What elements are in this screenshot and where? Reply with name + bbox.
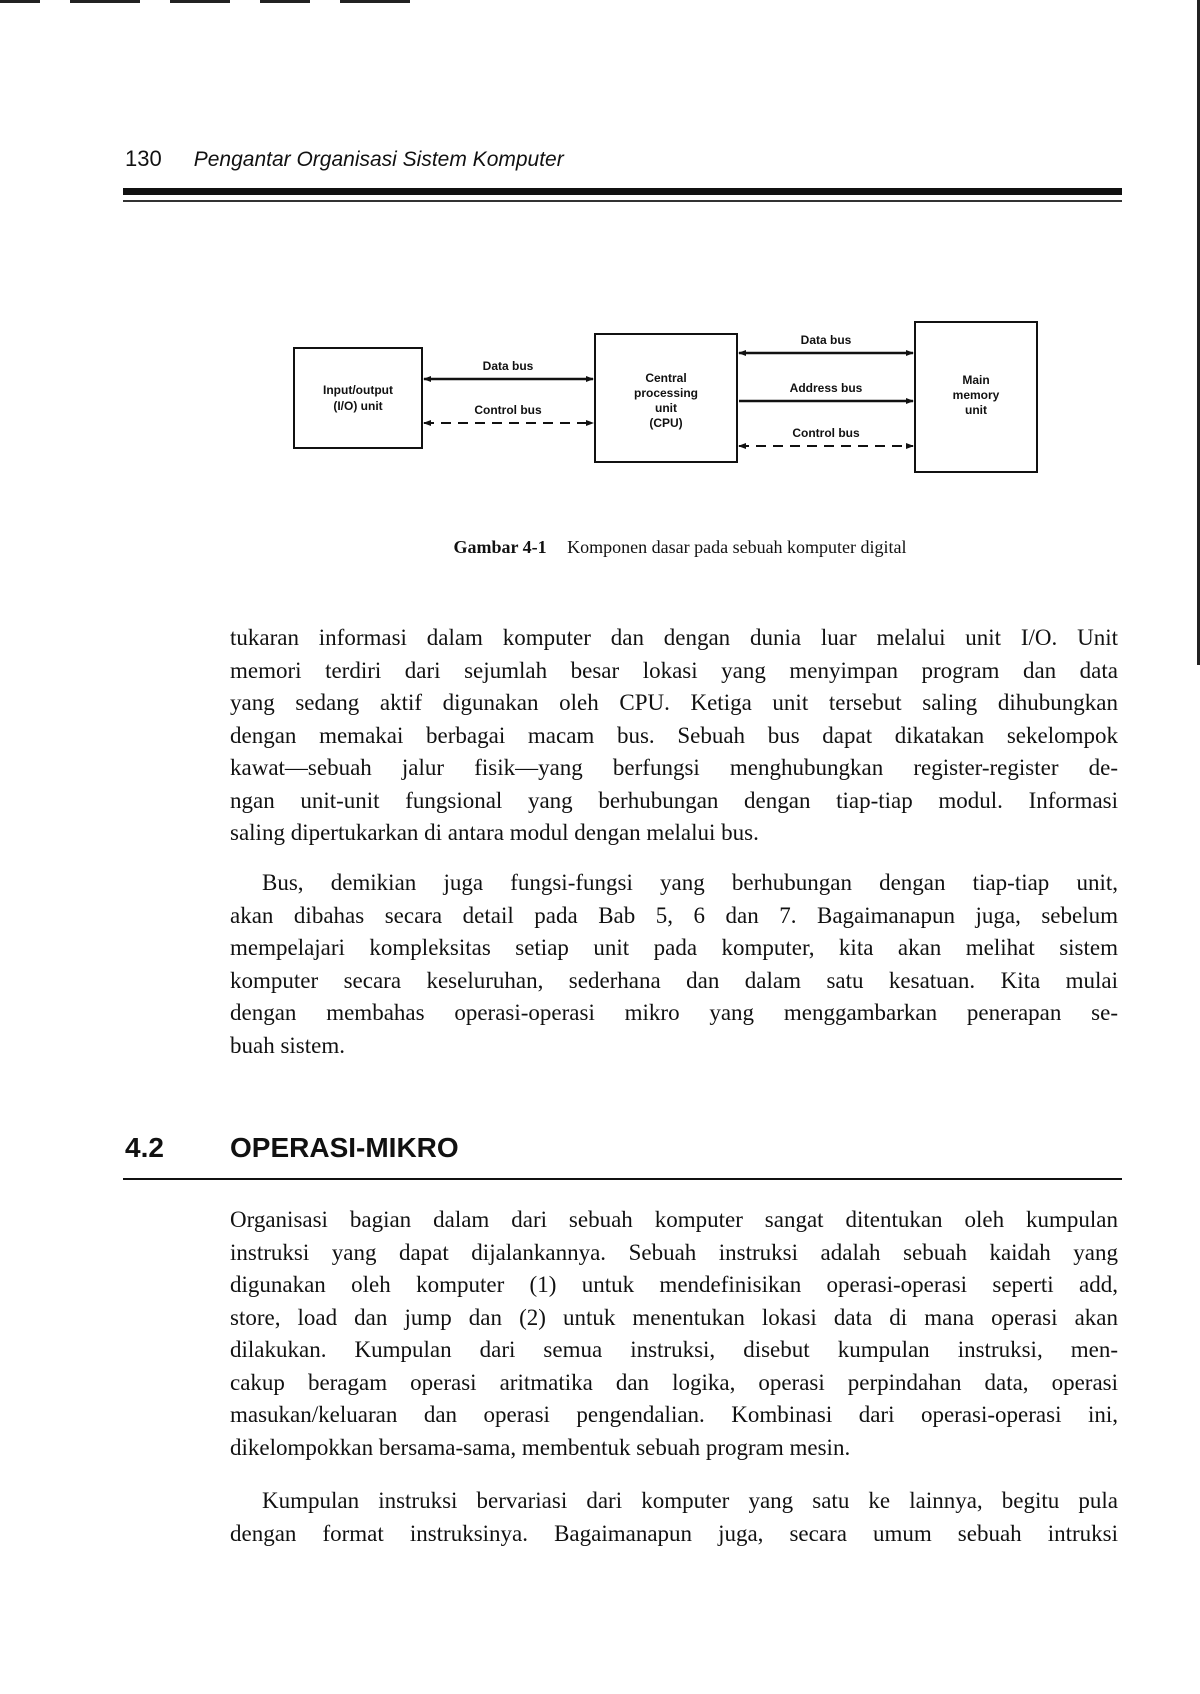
io-control-bus-label: Control bus	[474, 403, 542, 417]
computer-components-diagram	[280, 310, 1050, 490]
scan-artifact-top	[0, 0, 430, 8]
paragraph-line: buah sistem.	[230, 1032, 345, 1058]
memory-control-bus-label: Control bus	[792, 426, 860, 440]
paragraph-line: komputer secara keseluruhan, sederhana dan dalam satu kesatuan. Kita mulai	[230, 967, 1118, 993]
paragraph-line: dengan membahas operasi-operasi mikro yang menggambarkan penerapan se-	[230, 1000, 1118, 1025]
address-bus-label: Address bus	[789, 381, 863, 395]
paragraph-line: tukaran informasi dalam komputer dan dengan dunia luar melalui unit I/O. Unit	[230, 625, 1118, 650]
page-header	[125, 146, 1125, 176]
memory-label-3: unit	[965, 403, 987, 417]
memory-label-2: memory	[952, 388, 1000, 402]
paragraph-line: masukan/keluaran dan operasi pengendalian. Kombinasi dari operasi-operasi ini,	[230, 1402, 1118, 1427]
paragraph-line: Bus, demikian juga fungsi-fungsi yang berhubungan dengan tiap-tiap unit,	[262, 870, 1118, 895]
section-number: 4.2	[125, 1132, 164, 1163]
paragraph-line: instruksi yang dapat dijalankannya. Sebuah instruksi adalah sebuah kaidah yang	[230, 1239, 1118, 1265]
paragraph-line: dilakukan. Kumpulan dari semua instruksi, disebut kumpulan instruksi, men-	[230, 1337, 1118, 1362]
io-unit-label-1: Input/output	[323, 383, 393, 397]
paragraph-line: ngan unit-unit fungsional yang berhubungan dengan tiap-tiap modul. Informasi	[230, 787, 1118, 813]
io-unit-label-2: (I/O) unit	[333, 399, 383, 413]
paragraph-line: mempelajari kompleksitas setiap unit pada komputer, kita akan melihat sistem	[230, 935, 1118, 960]
memory-data-bus-label: Data bus	[800, 333, 852, 347]
paragraph-line: memori terdiri dari sejumlah besar lokasi yang menyimpan program dan data	[230, 657, 1118, 683]
paragraph-2	[230, 867, 1118, 1062]
cpu-label-3: unit	[655, 401, 677, 415]
cpu-label-1: Central	[645, 371, 687, 385]
paragraph-line: akan dibahas secara detail pada Bab 5, 6 dan 7. Bagaimanapun juga, sebelum	[230, 902, 1118, 928]
paragraph-4	[230, 1485, 1118, 1550]
page-number: 130	[125, 146, 162, 171]
figure-4-1	[280, 310, 1050, 490]
paragraph-line: kawat—sebuah jalur fisik—yang berfungsi menghubungkan register-register de-	[230, 755, 1118, 780]
figure-caption	[300, 537, 1060, 558]
cpu-label-4: (CPU)	[649, 416, 683, 430]
paragraph-3	[230, 1204, 1118, 1464]
header-rule-thin	[123, 200, 1122, 202]
paragraph-line: dikelompokkan bersama-sama, membentuk sebuah program mesin.	[230, 1434, 851, 1460]
cpu-label-2: processing	[633, 386, 699, 400]
caption-label: Gambar 4-1	[453, 537, 547, 557]
section-title: OPERASI-MIKRO	[230, 1132, 459, 1163]
io-data-bus-label: Data bus	[482, 359, 534, 373]
paragraph-line: cakup beragam operasi aritmatika dan logika, operasi perpindahan data, operasi	[230, 1369, 1118, 1395]
paragraph-line: yang sedang aktif digunakan oleh CPU. Ketiga unit tersebut saling dihubungkan	[230, 690, 1118, 715]
section-rule	[123, 1178, 1122, 1180]
paragraph-line: Kumpulan instruksi bervariasi dari komputer yang satu ke lainnya, begitu pula	[262, 1488, 1118, 1513]
paragraph-line: digunakan oleh komputer (1) untuk mendefinisikan operasi-operasi seperti add,	[230, 1272, 1118, 1297]
paragraph-line: store, load dan jump dan (2) untuk menentukan lokasi data di mana operasi akan	[230, 1304, 1118, 1330]
paragraph-line: saling dipertukarkan di antara modul dengan melalui bus.	[230, 820, 759, 845]
caption-text: Komponen dasar pada sebuah komputer digital	[567, 537, 907, 557]
paragraph-line: Organisasi bagian dalam dari sebuah komputer sangat ditentukan oleh kumpulan	[230, 1207, 1118, 1232]
paragraph-line: dengan memakai berbagai macam bus. Sebuah bus dapat dikatakan sekelompok	[230, 722, 1118, 748]
memory-label-1: Main	[962, 373, 990, 387]
paragraph-line: dengan format instruksinya. Bagaimanapun juga, secara umum sebuah intruksi	[230, 1520, 1118, 1546]
header-rule	[123, 188, 1122, 195]
io-unit-box	[294, 348, 422, 448]
paragraph-1	[230, 622, 1118, 850]
running-title: Pengantar Organisasi Sistem Komputer	[193, 148, 564, 171]
